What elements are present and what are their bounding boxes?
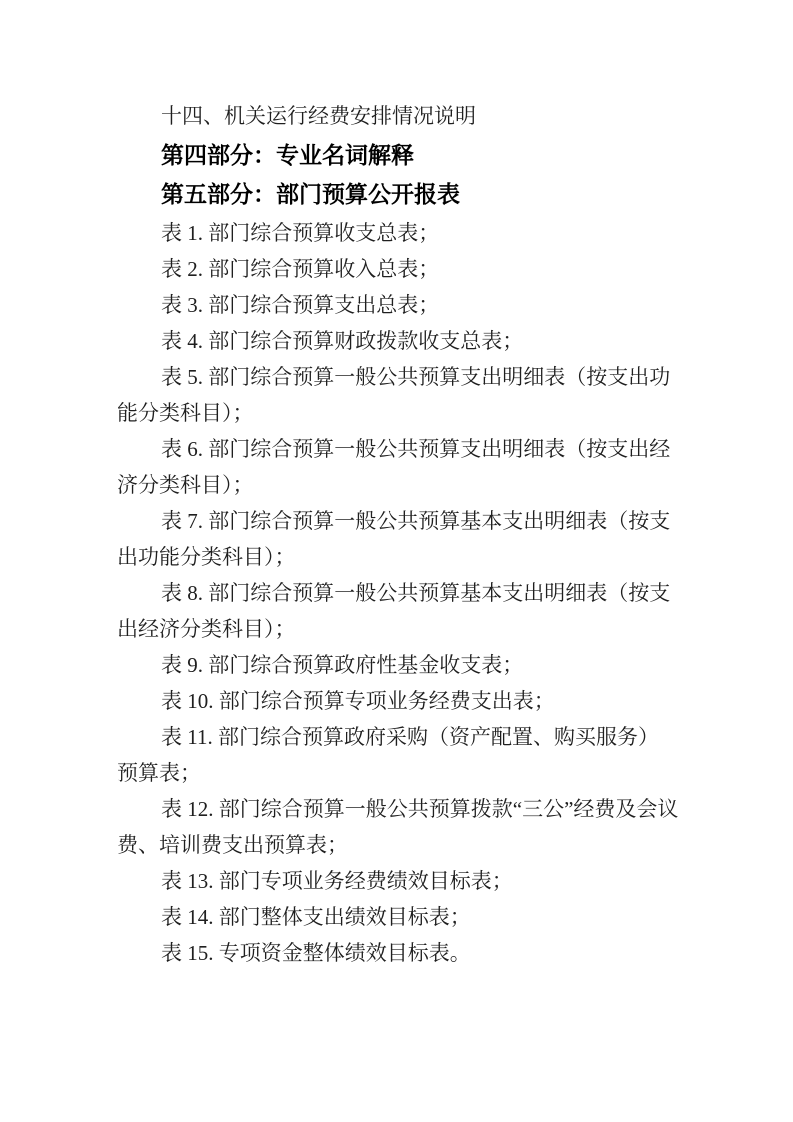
table-item-7: 表 7. 部门综合预算一般公共预算基本支出明细表（按支出功能分类科目）；: [117, 509, 671, 569]
heading-part-4-terminology: 第四部分：专业名词解释: [161, 142, 414, 168]
table-item-1: 表 1. 部门综合预算收支总表；: [161, 221, 440, 245]
table-item-9: 表 9. 部门综合预算政府性基金收支表；: [161, 653, 524, 677]
table-item-5: 表 5. 部门综合预算一般公共预算支出明细表（按支出功能分类科目）；: [117, 365, 671, 425]
table-item-12: 表 12. 部门综合预算一般公共预算拨款“三公”经费及会议费、培训费支出预算表；: [117, 797, 679, 857]
table-item-3: 表 3. 部门综合预算支出总表；: [161, 293, 440, 317]
table-item-10: 表 10. 部门综合预算专项业务经费支出表；: [161, 689, 555, 713]
line-item-14-agency-operating-expense: 十四、机关运行经费安排情况说明: [161, 104, 476, 128]
table-item-13: 表 13. 部门专项业务经费绩效目标表；: [161, 869, 513, 893]
table-item-6: 表 6. 部门综合预算一般公共预算支出明细表（按支出经济分类科目）；: [117, 437, 671, 497]
table-item-14: 表 14. 部门整体支出绩效目标表；: [161, 905, 471, 929]
table-item-2: 表 2. 部门综合预算收入总表；: [161, 257, 440, 281]
heading-part-5-budget-tables: 第五部分：部门预算公开报表: [161, 181, 460, 207]
table-item-11: 表 11. 部门综合预算政府采购（资产配置、购买服务）预算表；: [117, 725, 659, 785]
table-item-15: 表 15. 专项资金整体绩效目标表。: [161, 941, 471, 965]
document-content: [117, 98, 679, 971]
table-item-8: 表 8. 部门综合预算一般公共预算基本支出明细表（按支出经济分类科目）；: [117, 581, 671, 641]
table-item-4: 表 4. 部门综合预算财政拨款收支总表；: [161, 329, 524, 353]
